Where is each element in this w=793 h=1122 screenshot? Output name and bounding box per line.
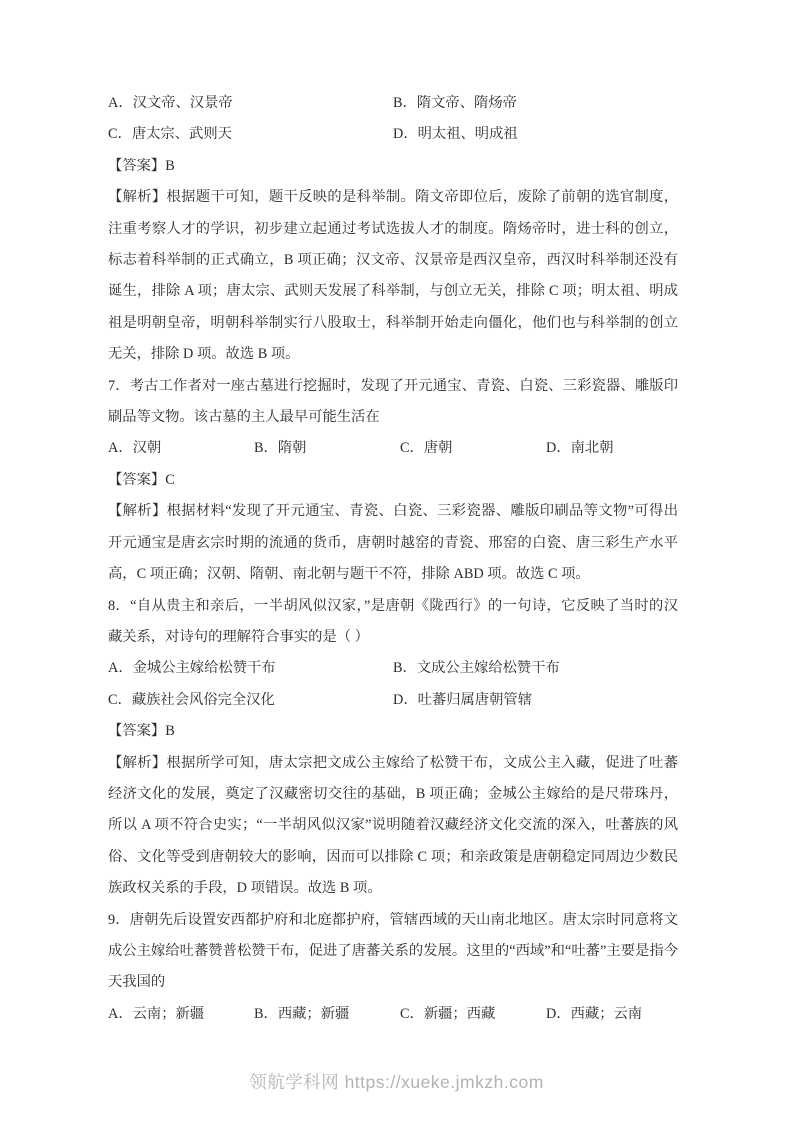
- question-7-block: [108, 371, 678, 591]
- option-b: B．隋文帝、隋炀帝: [393, 95, 517, 111]
- answer-value: B: [165, 157, 175, 174]
- answer-line: [108, 151, 678, 182]
- option-c: C．唐朝: [400, 440, 453, 457]
- question-9-stem: 9．唐朝先后设置安西都护府和北庭都护府，管辖西域的天山南北地区。唐太宗时同意将文成公主嫁给吐蕃赞普松赞干布，促进了唐蕃关系的发展。这里的“西域”和“吐蕃”主要是指今天我国的: [108, 911, 678, 991]
- question-9-block: [108, 905, 678, 1031]
- analysis-label: 【解析】: [108, 754, 167, 771]
- question-9-options: [108, 999, 678, 1030]
- option-b: B．西藏；新疆: [254, 1005, 350, 1022]
- analysis-label: 【解析】: [108, 503, 167, 520]
- option-a: A．汉文帝、汉景帝: [108, 95, 233, 111]
- analysis-text: 根据所学可知，唐太宗把文成公主嫁给了松赞干布，文成公主入藏，促进了吐蕃经济文化的发展，奠定了汉藏密切交往的基础，B 项正确；金城公主嫁给的是尺带珠丹，所以 A 项不符合史实；“一半胡风似汉家”说明随着汉藏经济文化交流的深入，吐蕃族的风俗、文化等受到唐朝较大的影响，因而可以排除 C 项；和亲政策是唐朝稳定同周边少数民族政权关系的手段，D 项错误。故选 B 项。: [108, 754, 679, 897]
- option-c: C．唐太宗、武则天: [108, 126, 232, 143]
- analysis-paragraph: [108, 748, 678, 905]
- option-c: C．新疆；西藏: [400, 1005, 496, 1022]
- option-a: A．云南；新疆: [108, 1005, 205, 1022]
- question-8-options: [108, 653, 678, 716]
- site-watermark: 领航学科网 https://xueke.jmkzh.com: [249, 1072, 544, 1092]
- analysis-text: 根据材料“发现了开元通宝、青瓷、白瓷、三彩瓷器、雕版印刷品等文物”可得出开元通宝是唐玄宗时期的流通的货币，唐朝时越窑的青瓷、邢窑的白瓷、唐三彩生产水平高，C 项正确；汉朝、隋朝、南北朝与题干不符，排除 ABD 项。故选 C 项。: [108, 503, 678, 583]
- option-a: A．汉朝: [108, 440, 162, 457]
- option-d: D．西藏；云南: [546, 1005, 643, 1022]
- option-d: D．明太祖、明成祖: [393, 126, 518, 143]
- question-8-block: [108, 591, 678, 905]
- answer-label: 【答案】: [108, 471, 166, 488]
- analysis-paragraph: [108, 496, 678, 590]
- question-8-stem: 8．“自从贵主和亲后，一半胡风似汉家，”是唐朝《陇西行》的一句诗，它反映了当时的汉藏关系，对诗句的理解符合事实的是（ ）: [108, 597, 678, 645]
- answer-label: 【答案】: [108, 723, 166, 740]
- option-b: B．文成公主嫁给松赞干布: [393, 660, 560, 677]
- option-a: A．金城公主嫁给松赞干布: [108, 660, 276, 677]
- answer-value: C: [165, 471, 175, 488]
- analysis-paragraph: [108, 182, 678, 370]
- analysis-label: 【解析】: [108, 189, 167, 206]
- question-6-options: [108, 88, 678, 151]
- analysis-text: 根据题干可知，题干反映的是科举制。隋文帝即位后，废除了前朝的选官制度，注重考察人才的学识，初步建立起通过考试选拔人才的制度。隋炀帝时，进士科的创立，标志着科举制的正式确立，B 项正确；汉文帝、汉景帝是西汉皇帝，西汉时科举制还没有诞生，排除 A 项；唐太宗、武则天发展了科举制，与创立无关，排除 C 项；明太祖、明成祖是明朝皇帝，明朝科举制实行八股取士，科举制开始走向僵化，他们也与科举制的创立无关，排除 D 项。故选 B 项。: [108, 189, 679, 363]
- question-7-options: [108, 433, 678, 464]
- option-b: B．隋朝: [254, 440, 307, 457]
- answer-label: 【答案】: [108, 157, 166, 174]
- option-c: C．藏族社会风俗完全汉化: [108, 691, 275, 708]
- question-6-block: [108, 88, 678, 371]
- exam-page: [108, 88, 678, 1030]
- question-7-stem: 7．考古工作者对一座古墓进行挖掘时，发现了开元通宝、青瓷、白瓷、三彩瓷器、雕版印刷品等文物。该古墓的主人最早可能生活在: [108, 377, 678, 426]
- answer-line: [108, 716, 678, 747]
- answer-value: B: [165, 723, 175, 740]
- option-d: D．吐蕃归属唐朝管辖: [393, 691, 532, 708]
- option-d: D．南北朝: [546, 440, 614, 457]
- answer-line: [108, 465, 678, 496]
